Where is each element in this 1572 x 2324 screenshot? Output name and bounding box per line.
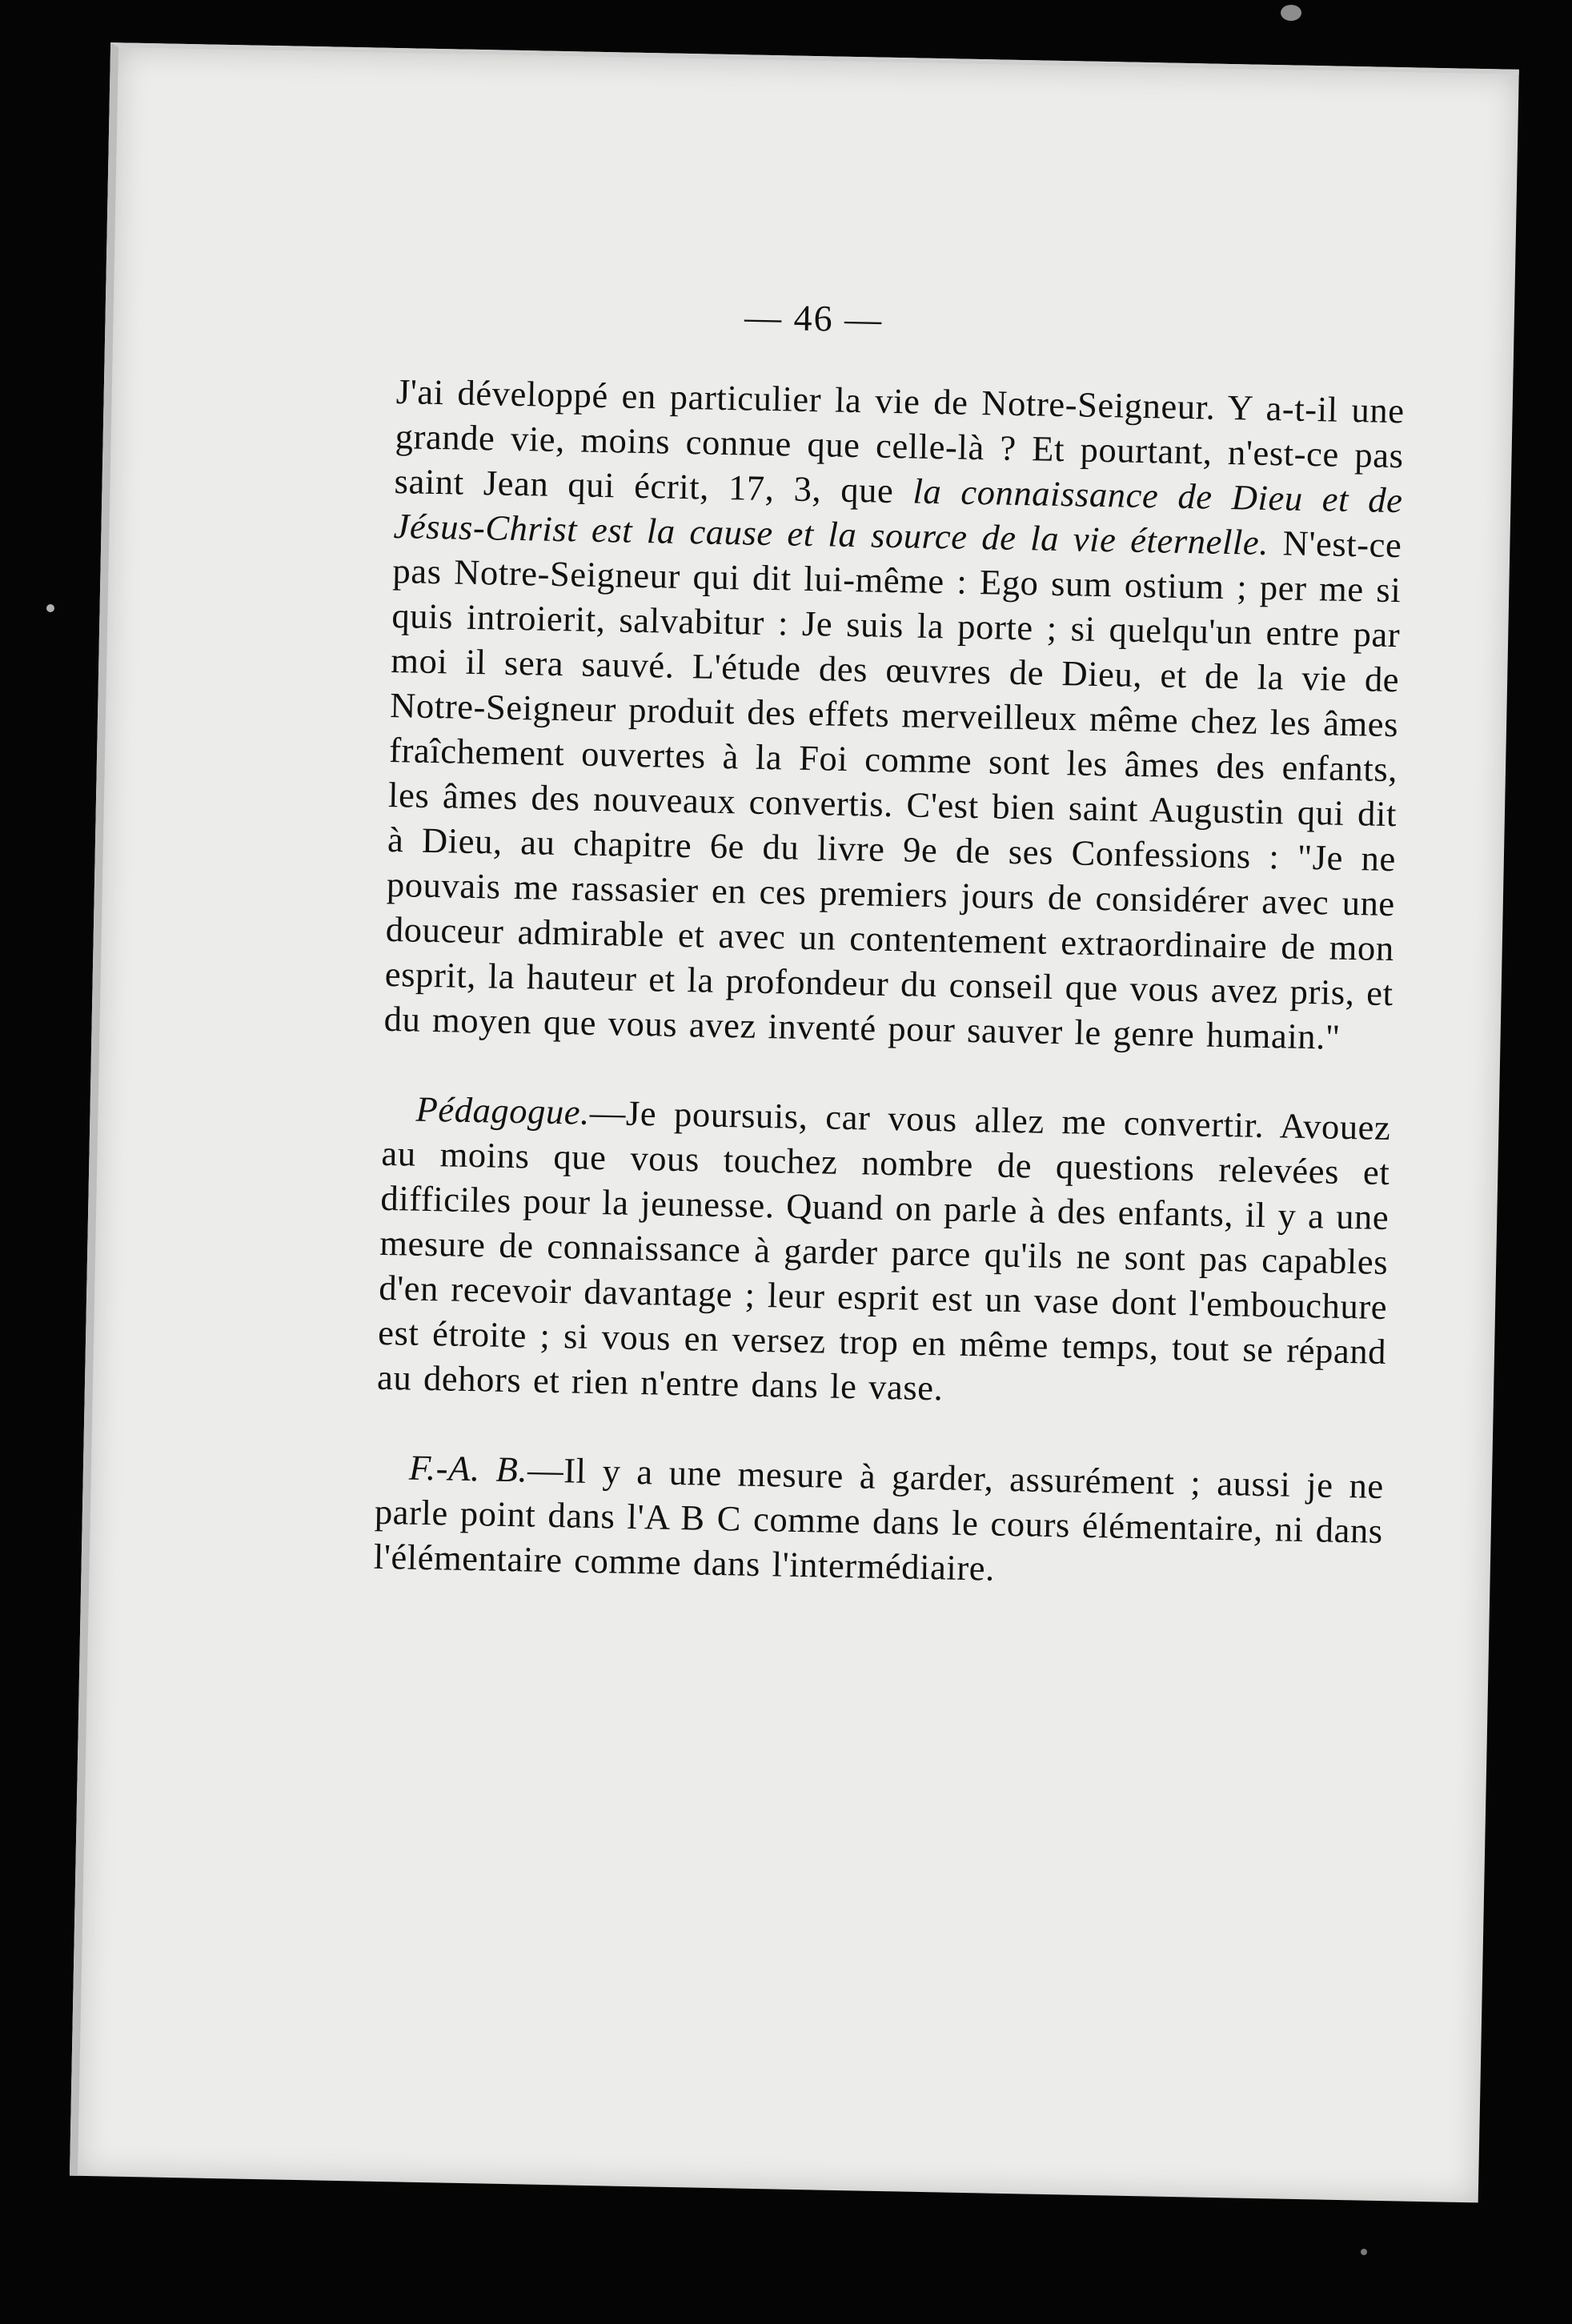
paragraph-text: —Je poursuis, car vous allez me convertir. Avouez au moins que vous touchez nombre de questions relevées et difficiles pour la jeunesse. Quand on parle à des enfants, il y a une mesure de connaissance à garder parce qu'ils ne sont pas capables d'en recevoir davantage ; leur esprit est un vase dont l'embouchure est étroite ; si vous en versez trop en même temps, tout se répand au dehors et rien n'entre dans le vase.: [376, 1092, 1391, 1408]
scan-speck: [1361, 2249, 1367, 2255]
paragraph-text: —Il y a une mesure à garder, assurément ; aussi je ne parle point dans l'A B C comme dans le cours élémentaire, ni dans l'élémentaire comme dans l'intermédiaire.: [373, 1449, 1385, 1589]
paragraph-3: [373, 1444, 1384, 1598]
paragraph-text: J'ai développé en particulier la vie de Notre-Seigneur. Y a-t-il une grande vie, moins connue que celle-là ? Et pourtant, n'est-ce pas saint Jean qui écrit, 17, 3, que: [394, 371, 1406, 511]
speaker-name: Pédagogue.: [415, 1088, 591, 1132]
speaker-name: F.-A. B.: [408, 1447, 528, 1490]
scan-speck: [1281, 5, 1301, 21]
paragraph-2: [377, 1086, 1391, 1419]
paragraph-1: [383, 369, 1405, 1060]
page-text: [373, 369, 1405, 1598]
page-number: — 46 —: [744, 296, 884, 340]
paragraph-text: N'est-ce pas Notre-Seigneur qui dit lui-même : Ego sum ostium ; per me si quis introierit, salvabitur : Je suis la porte ; si quelqu'un entre par moi il sera sauvé. L'étude des œuvres de Dieu, et de la vie de Notre-Seigneur produit des effets merveilleux même chez les âmes fraîchement ouvertes à la Foi comme sont les âmes des enfants, les âmes des nouveaux convertis. C'est bien saint Augustin qui dit à Dieu, au chapitre 6e du livre 9e de ses Confessions : "Je ne pouvais me rassasier en ces premiers jours de considérer avec une douceur admirable et avec un contentement extraordinaire de mon esprit, la hauteur et la profondeur du conseil que vous avez pris, et du moyen que vous avez inventé pour sauver le genre humain.": [383, 523, 1402, 1057]
scan-speck: [46, 604, 54, 612]
italic-quote: la connaissance de Dieu et de Jésus-Christ est la cause et la source de la vie éternelle.: [393, 471, 1403, 563]
book-page: [70, 42, 1519, 2202]
